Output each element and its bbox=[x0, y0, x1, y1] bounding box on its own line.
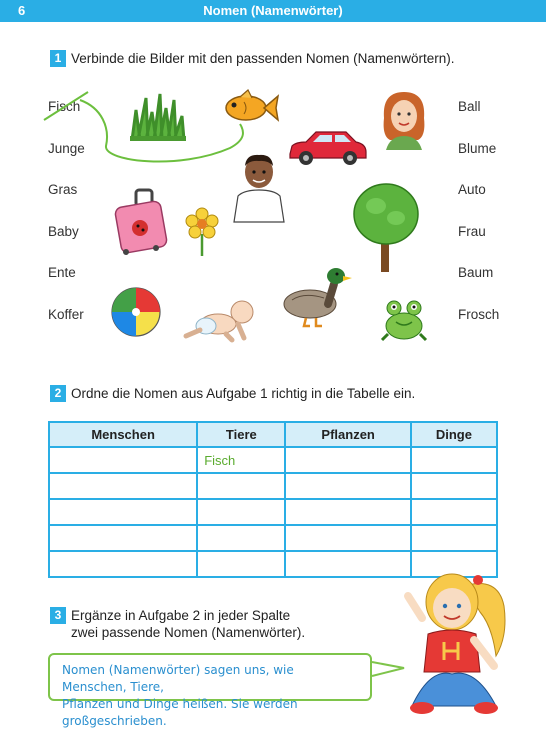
baby-icon bbox=[180, 298, 260, 342]
hint-box bbox=[48, 653, 372, 728]
task-3-instruction-line2: zwei passende Nomen (Namenwörter). bbox=[71, 625, 306, 640]
table-cell[interactable] bbox=[197, 551, 285, 577]
table-cell[interactable] bbox=[49, 447, 197, 473]
table-cell[interactable] bbox=[411, 525, 497, 551]
table-cell[interactable] bbox=[49, 551, 197, 577]
table-cell[interactable] bbox=[285, 525, 410, 551]
suitcase-icon bbox=[112, 188, 168, 256]
column-header-tiere: Tiere bbox=[197, 422, 285, 447]
flower-icon bbox=[184, 206, 220, 258]
task-1-instruction: Verbinde die Bilder mit den passenden Nomen (Namenwörtern). bbox=[71, 51, 455, 66]
table-cell[interactable] bbox=[197, 525, 285, 551]
page-header bbox=[0, 0, 546, 22]
right-word-ball: Ball bbox=[458, 99, 481, 114]
page-title: Nomen (Namenwörter) bbox=[203, 3, 343, 18]
task-2-number: 2 bbox=[50, 385, 66, 402]
task-1-number: 1 bbox=[50, 50, 66, 67]
table-row bbox=[49, 447, 497, 473]
girl-mascot-icon bbox=[400, 556, 512, 718]
boy-icon bbox=[228, 152, 290, 224]
table-cell[interactable]: Fisch bbox=[197, 447, 285, 473]
table-cell[interactable] bbox=[411, 447, 497, 473]
hint-line-1: Nomen (Namenwörter) sagen uns, wie Menschen, Tiere, bbox=[62, 663, 294, 694]
table-cell[interactable] bbox=[197, 473, 285, 499]
duck-icon bbox=[280, 264, 354, 330]
table-cell[interactable] bbox=[49, 499, 197, 525]
left-word-baby: Baby bbox=[48, 224, 79, 239]
column-header-pflanzen: Pflanzen bbox=[285, 422, 410, 447]
column-header-dinge: Dinge bbox=[411, 422, 497, 447]
woman-icon bbox=[376, 88, 432, 150]
grass-icon bbox=[128, 90, 188, 142]
left-word-koffer: Koffer bbox=[48, 307, 84, 322]
hint-text bbox=[62, 662, 360, 730]
table-cell[interactable] bbox=[285, 499, 410, 525]
task-3-number: 3 bbox=[50, 607, 66, 624]
fish-icon bbox=[218, 88, 280, 126]
table-cell[interactable] bbox=[411, 473, 497, 499]
frog-icon bbox=[378, 296, 430, 344]
table-cell[interactable] bbox=[49, 473, 197, 499]
ball-icon bbox=[110, 286, 162, 338]
left-word-gras: Gras bbox=[48, 182, 78, 197]
table-cell[interactable] bbox=[285, 551, 410, 577]
column-header-menschen: Menschen bbox=[49, 422, 197, 447]
task-2-instruction: Ordne die Nomen aus Aufgabe 1 richtig in die Tabelle ein. bbox=[71, 386, 416, 401]
left-word-ente: Ente bbox=[48, 265, 76, 280]
right-word-blume: Blume bbox=[458, 141, 497, 156]
table-row bbox=[49, 473, 497, 499]
hint-line-2: Pflanzen und Dinge heißen. Sie werden großgeschrieben. bbox=[62, 697, 298, 728]
table-cell[interactable] bbox=[285, 473, 410, 499]
right-word-baum: Baum bbox=[458, 265, 494, 280]
page-number: 6 bbox=[18, 3, 26, 18]
left-word-fisch: Fisch bbox=[48, 99, 81, 114]
table-cell[interactable] bbox=[285, 447, 410, 473]
left-word-junge: Junge bbox=[48, 141, 85, 156]
right-word-frosch: Frosch bbox=[458, 307, 500, 322]
car-icon bbox=[286, 126, 370, 168]
right-word-auto: Auto bbox=[458, 182, 486, 197]
table-cell[interactable] bbox=[411, 499, 497, 525]
table-row bbox=[49, 525, 497, 551]
tree-icon bbox=[352, 182, 420, 274]
noun-table bbox=[48, 421, 498, 578]
table-row bbox=[49, 499, 497, 525]
right-word-frau: Frau bbox=[458, 224, 486, 239]
table-cell[interactable] bbox=[197, 499, 285, 525]
table-cell[interactable] bbox=[49, 525, 197, 551]
task-3-instruction-line1: Ergänze in Aufgabe 2 in jeder Spalte bbox=[71, 608, 291, 623]
